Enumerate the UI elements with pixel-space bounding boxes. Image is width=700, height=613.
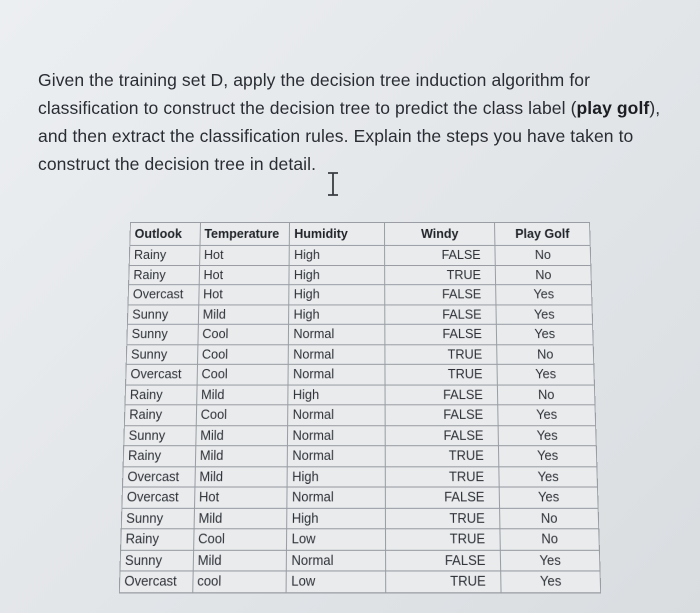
table-cell: High [289,245,384,265]
training-set-table [119,222,601,593]
table-cell: Cool [197,344,289,364]
table-cell: TRUE [386,529,501,550]
table-cell: TRUE [385,344,497,364]
table-cell: Mild [195,446,288,467]
table-cell: FALSE [385,385,498,405]
table-cell: High [287,466,385,487]
table-row [123,446,597,467]
table-row [129,245,591,265]
table-cell: Overcast [128,285,199,305]
table-cell: FALSE [385,324,497,344]
table-row [125,385,595,405]
table-cell: Sunny [126,344,197,364]
question-text-before: Given the training set D, apply the decision tree induction algorithm for classification to construct the decision tree to predict the class label ( [38,70,591,118]
table-cell: Mild [198,304,289,324]
table-cell: Normal [288,425,386,445]
table-cell: High [289,265,385,285]
table-cell: Cool [193,529,287,550]
column-header: Outlook [130,222,200,245]
table-cell: TRUE [385,364,497,384]
table-cell: Overcast [123,466,195,487]
table-row [121,529,600,550]
table-cell: No [500,508,599,529]
table-row [126,364,595,384]
column-header: Windy [385,222,495,245]
text-cursor-icon [326,172,340,196]
table-cell: Hot [194,487,287,508]
table-row [119,571,600,592]
table-cell: Normal [288,405,385,425]
question-text-after: ), and then extract the classification rules. Explain the steps you have taken to construct the decision tree in detail. [38,98,661,174]
table-cell: Overcast [126,364,198,384]
class-label-emphasis: play golf [576,98,650,118]
table-cell: Cool [196,405,288,425]
table-cell: Rainy [124,405,196,425]
table-cell: No [495,245,591,265]
table-cell: Sunny [127,324,198,344]
table-row [127,304,592,324]
table-cell: Mild [196,385,288,405]
table-row [128,285,592,305]
table-cell: Low [287,529,386,550]
table-cell: Yes [496,324,593,344]
table-cell: Rainy [129,265,200,285]
table-row [124,405,595,425]
table-row [123,466,598,487]
table-cell: Yes [496,304,592,324]
table-cell: Normal [288,446,386,467]
table-cell: Normal [287,487,385,508]
table-cell: Yes [498,405,596,425]
table-row [129,265,592,285]
table-cell: Rainy [129,245,199,265]
table-cell: Normal [289,324,385,344]
table-cell: Yes [499,446,597,467]
table-cell: Overcast [119,571,192,592]
table-cell: TRUE [385,446,499,467]
table-cell: Cool [197,364,289,384]
table-cell: Mild [194,508,288,529]
table-row [120,550,600,571]
column-header: Humidity [290,222,385,245]
table-cell: Yes [499,466,598,487]
table-cell: FALSE [385,405,498,425]
table-cell: Yes [501,571,601,592]
table-cell: FALSE [385,245,496,265]
table-cell: Normal [289,344,386,364]
table-cell: Mild [195,425,288,445]
table-cell: Mild [193,550,287,571]
table-cell: TRUE [385,466,499,487]
table-cell: Mild [195,466,288,487]
table-cell: Yes [498,425,596,445]
table-row [127,324,593,344]
table-cell: Yes [496,285,592,305]
table-cell: FALSE [386,487,500,508]
table-cell: No [495,265,591,285]
table-cell: Cool [198,324,289,344]
table-cell: Normal [287,550,386,571]
table-cell: No [500,529,599,550]
table-cell: Sunny [127,304,198,324]
table-cell: Rainy [121,529,194,550]
table-cell: High [287,508,386,529]
table-row [126,344,594,364]
table-cell: Yes [500,550,600,571]
table-cell: Hot [199,245,289,265]
table-cell: High [288,385,385,405]
table-cell: FALSE [385,285,496,305]
table-row [122,487,598,508]
table-cell: Low [286,571,385,592]
table-cell: Rainy [123,446,195,467]
table-header-row [130,222,590,245]
table-cell: Sunny [120,550,193,571]
table-cell: High [289,285,385,305]
table-cell: Yes [497,364,594,384]
table-cell: Sunny [124,425,196,445]
table-cell: Rainy [125,385,197,405]
training-set-table-container [120,222,601,590]
table-cell: Sunny [121,508,194,529]
table-cell: Hot [199,265,290,285]
table-cell: TRUE [385,265,496,285]
table-cell: No [498,385,595,405]
table-cell: FALSE [385,304,496,324]
column-header: Temperature [200,222,290,245]
table-row [124,425,596,445]
table-cell: Hot [198,285,289,305]
table-cell: High [289,304,385,324]
table-cell: FALSE [385,425,498,445]
column-header: Play Golf [495,222,591,245]
table-cell: cool [192,571,286,592]
question-text [38,66,688,178]
table-cell: Overcast [122,487,195,508]
table-cell: TRUE [386,508,500,529]
table-cell: TRUE [386,571,501,592]
table-cell: No [497,344,594,364]
table-cell: FALSE [386,550,501,571]
table-cell: Normal [288,364,385,384]
table-cell: Yes [499,487,598,508]
table-row [121,508,598,529]
